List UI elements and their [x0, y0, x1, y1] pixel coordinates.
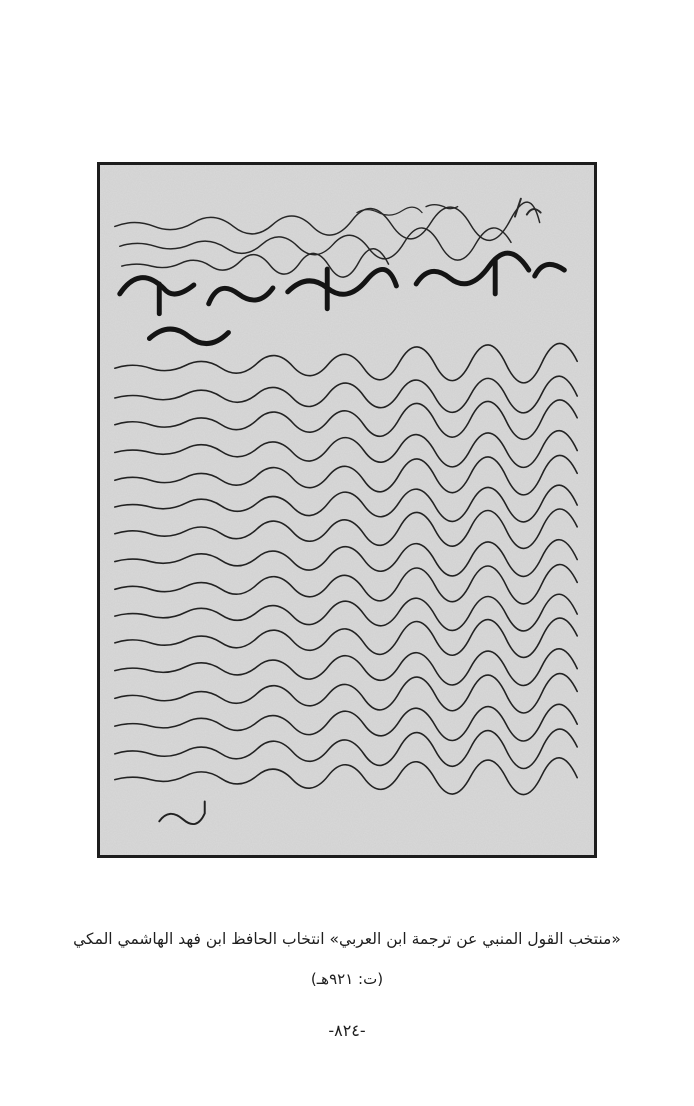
caption-title: «منتخب القول المنبي عن ترجمة ابن العربي» انتخاب الحافظ ابن فهد الهاشمي المكي [73, 930, 621, 948]
caption-date: (ت: ٩٢١هـ) [310, 970, 384, 988]
manuscript-image [97, 162, 597, 858]
manuscript-scan [100, 165, 594, 855]
page-number: -٨٢٤- [328, 1021, 366, 1040]
